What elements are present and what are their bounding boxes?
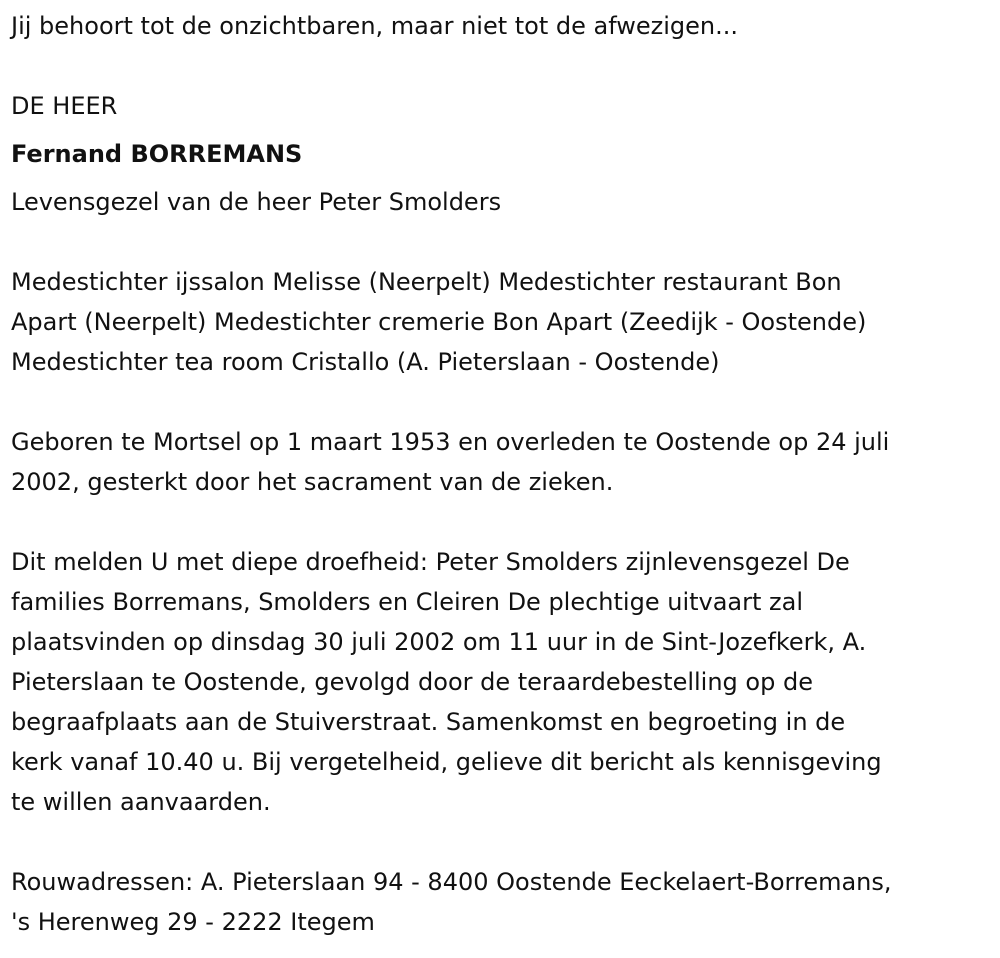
roles-line: Medestichter ijssalon Melisse (Neerpelt) Medestichter restaurant Bon — [11, 268, 842, 296]
message-line: begraafplaats aan de Stuiverstraat. Samenkomst en begroeting in de — [11, 708, 846, 736]
roles-line: Apart (Neerpelt) Medestichter cremerie Bon Apart (Zeedijk - Oostende) — [11, 308, 867, 336]
message-line: families Borremans, Smolders en Cleiren De plechtige uitvaart zal — [11, 588, 804, 616]
deceased-name: Fernand BORREMANS — [11, 140, 303, 168]
address-line: Rouwadressen: A. Pieterslaan 94 - 8400 Oostende Eeckelaert-Borremans, — [11, 868, 892, 896]
message-line: te willen aanvaarden. — [11, 788, 271, 816]
roles-paragraph — [11, 262, 866, 382]
funeral-message-paragraph — [11, 542, 882, 822]
partner-line: Levensgezel van de heer Peter Smolders — [11, 188, 502, 216]
address-line: 's Herenweg 29 - 2222 Itegem — [11, 908, 375, 936]
birth-death-paragraph — [11, 422, 889, 502]
birth-death-line: Geboren te Mortsel op 1 maart 1953 en overleden te Oostende op 24 juli — [11, 428, 890, 456]
message-line: Dit melden U met diepe droefheid: Peter Smolders zijnlevensgezel De — [11, 548, 850, 576]
message-line: plaatsvinden op dinsdag 30 juli 2002 om 11 uur in de Sint-Jozefkerk, A. — [11, 628, 867, 656]
honorific-title: DE HEER — [11, 92, 118, 120]
birth-death-line: 2002, gesterkt door het sacrament van de zieken. — [11, 468, 614, 496]
message-line: Pieterslaan te Oostende, gevolgd door de teraardebestelling op de — [11, 668, 813, 696]
message-line: kerk vanaf 10.40 u. Bij vergetelheid, gelieve dit bericht als kennisgeving — [11, 748, 882, 776]
roles-line: Medestichter tea room Cristallo (A. Pieterslaan - Oostende) — [11, 348, 720, 376]
address-paragraph — [11, 862, 892, 942]
intro-quote: Jij behoort tot de onzichtbaren, maar niet tot de afwezigen... — [11, 12, 739, 40]
